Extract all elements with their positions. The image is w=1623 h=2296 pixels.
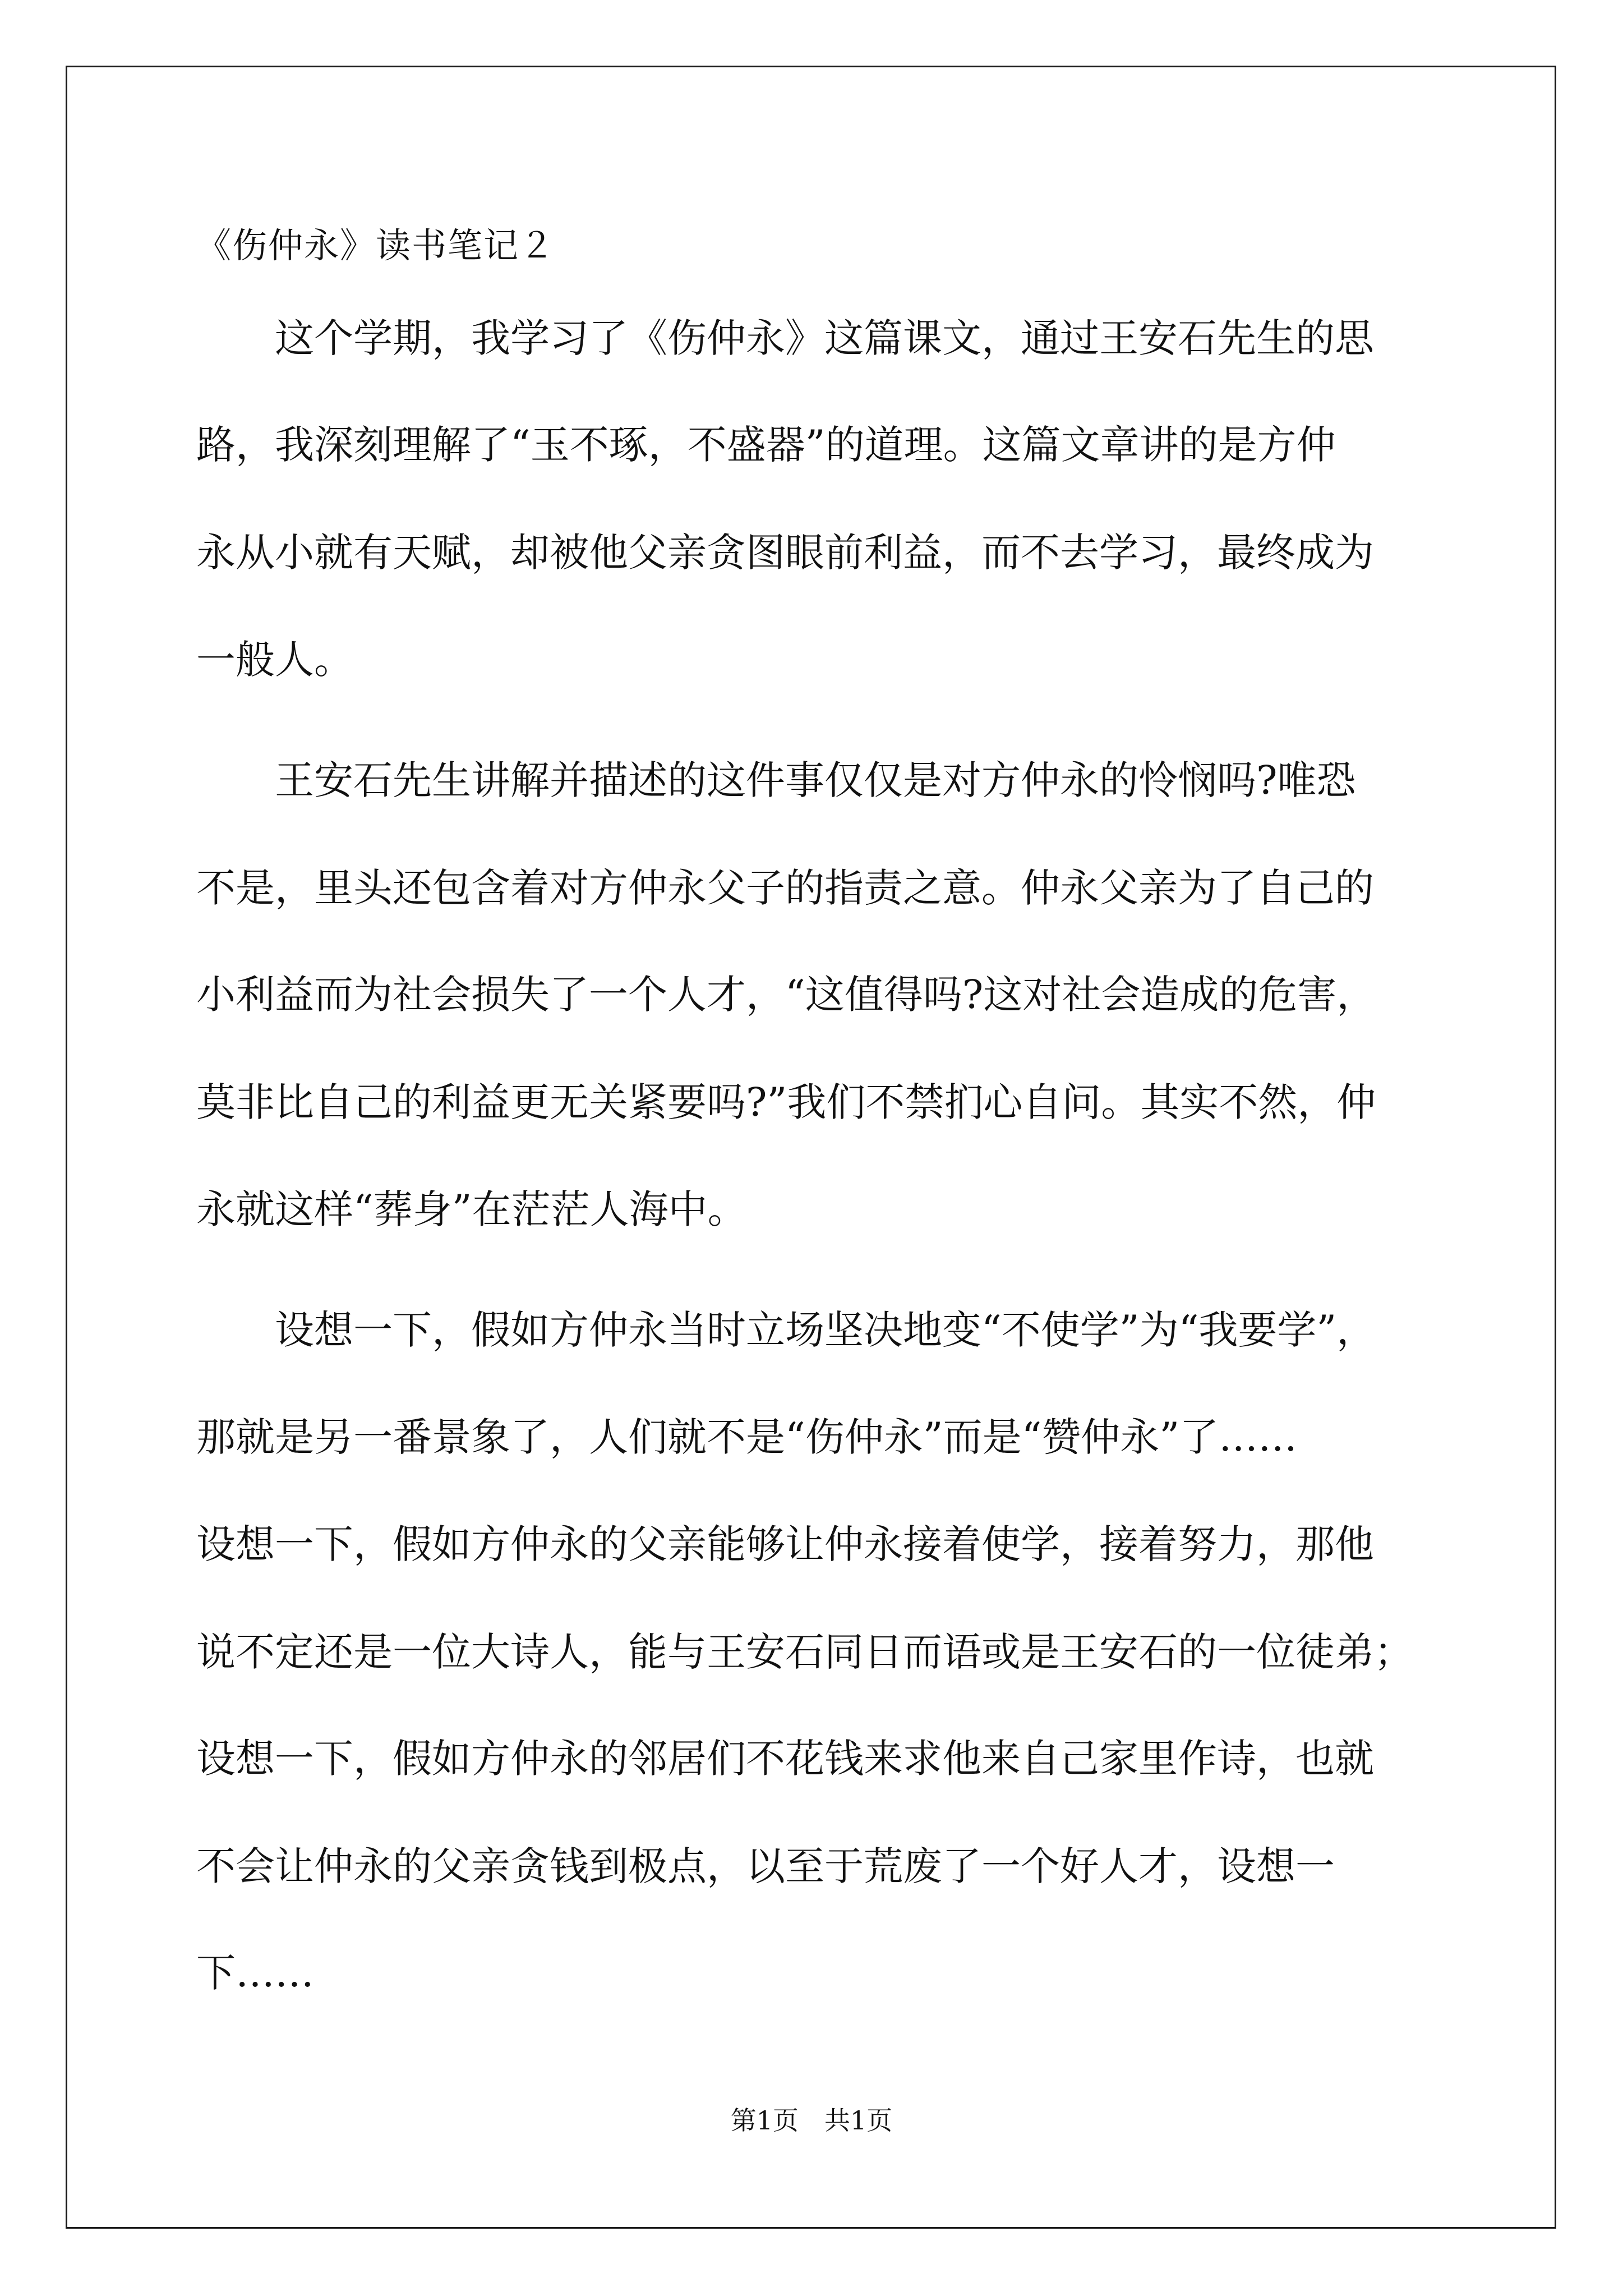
text-line: 路，我深刻理解了“玉不琢，不盛器”的道理。这篇文章讲的是方仲 bbox=[196, 422, 1336, 468]
text-line: 说不定还是一位大诗人，能与王安石同日而语或是王安石的一位徒弟； bbox=[196, 1629, 1413, 1675]
text-line: 不会让仲永的父亲贪钱到极点，以至于荒废了一个好人才，设想一 bbox=[196, 1843, 1335, 1889]
text-line: 永从小就有天赋，却被他父亲贪图眼前利益，而不去学习，最终成为 bbox=[196, 530, 1374, 576]
text-line: 设想一下，假如方仲永的父亲能够让仲永接着使学，接着努力，那他 bbox=[196, 1521, 1374, 1567]
document-title: 《伤仲永》读书笔记２ bbox=[196, 225, 556, 266]
text-line: 一般人。 bbox=[196, 637, 353, 683]
text-line: 设想一下，假如方仲永的邻居们不花钱来求他来自己家里作诗，也就 bbox=[196, 1736, 1374, 1782]
text-line: 这个学期，我学习了《伤仲永》这篇课文，通过王安石先生的思 bbox=[196, 315, 1374, 361]
text-line: 设想一下，假如方仲永当时立场坚决地变“不使学”为“我要学”， bbox=[196, 1307, 1376, 1353]
text-line: 永就这样“葬身”在茫茫人海中。 bbox=[196, 1186, 747, 1232]
page-footer: 第1页 共1页 bbox=[730, 2105, 893, 2136]
text-line: 不是，里头还包含着对方仲永父子的指责之意。仲永父亲为了自己的 bbox=[196, 865, 1374, 911]
page-border bbox=[66, 66, 1556, 2229]
text-line: 莫非比自己的利益更无关紧要吗?”我们不禁扪心自问。其实不然，仲 bbox=[196, 1079, 1376, 1125]
text-line: 那就是另一番景象了，人们就不是“伤仲永”而是“赞仲永”了…… bbox=[196, 1414, 1298, 1460]
text-line: 小利益而为社会损失了一个人才，“这值得吗?这对社会造成的危害， bbox=[196, 972, 1376, 1018]
text-line: 下…… bbox=[196, 1950, 314, 1996]
text-line: 王安石先生讲解并描述的这件事仅仅是对方仲永的怜悯吗?唯恐 bbox=[196, 757, 1356, 803]
